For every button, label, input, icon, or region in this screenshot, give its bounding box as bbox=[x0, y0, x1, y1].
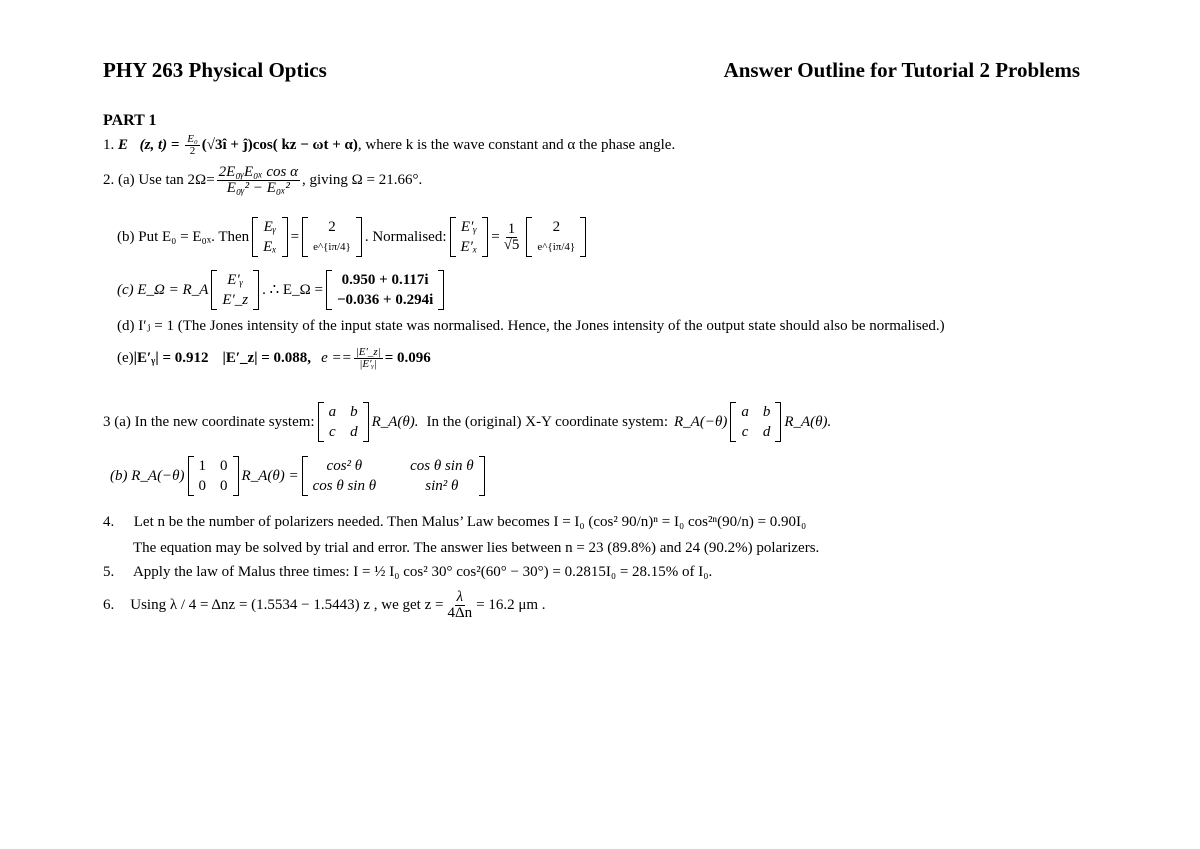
fraction-numerator: 2E₀ᵧE₀ₓ cos α bbox=[218, 163, 299, 180]
answer-2a-tail: , giving Ω = 21.66°. bbox=[302, 172, 423, 188]
answer-1-text: , where k is the wave constant and α the phase angle. bbox=[357, 136, 676, 153]
answer-3b-lead: (b) R_A(−θ) bbox=[110, 468, 185, 484]
fraction-numerator: 1 bbox=[507, 220, 516, 237]
answer-5-text: Apply the law of Malus three times: I = ½ I₀ cos² 30° cos²(60° − 30°) = 0.2815I₀ = 28.15% of I₀. bbox=[132, 564, 713, 580]
matrix-entry: d bbox=[350, 424, 358, 440]
vector-normalised-value bbox=[526, 217, 586, 257]
answer-1-number: 1. bbox=[103, 136, 115, 153]
vector-value bbox=[302, 217, 362, 257]
matrix-entry: a bbox=[741, 404, 749, 420]
answer-2e bbox=[117, 338, 431, 378]
vector-e-prime bbox=[450, 217, 489, 257]
answer-3a-post: R_A(θ). bbox=[784, 414, 832, 430]
answer-2a-fraction bbox=[217, 165, 300, 196]
vector-entry: −0.036 + 0.294i bbox=[336, 292, 434, 308]
matrix-entry: sin² θ bbox=[425, 478, 459, 494]
matrix-result bbox=[302, 456, 485, 496]
vector-e-prime bbox=[211, 270, 259, 310]
answer-2d-lead: (d) I′ⱼ = 1 bbox=[117, 318, 174, 334]
vector-entry: E′ₓ bbox=[460, 239, 478, 255]
answer-2d bbox=[117, 317, 945, 335]
answer-2a-lead: 2. (a) Use tan 2Ω= bbox=[103, 172, 215, 188]
answer-2e-ez: |E′_z| = 0.088, bbox=[222, 350, 312, 366]
answer-3a-pre: R_A(−θ) bbox=[674, 414, 728, 430]
answer-2e-ey: |E′ᵧ| = 0.912 bbox=[133, 350, 209, 366]
answer-2b-normalised: . Normalised: bbox=[364, 229, 447, 245]
matrix-entry: 1 bbox=[198, 458, 207, 474]
vector-entry: E′ᵧ bbox=[460, 219, 477, 235]
answer-1-expression: (√3î + ĵ)cos( kz − ωt + α) bbox=[201, 136, 358, 153]
fraction-denominator: 4Δn bbox=[447, 604, 473, 621]
matrix-entry: b bbox=[762, 404, 771, 420]
answer-5-number: 5. bbox=[103, 564, 115, 580]
answer-2e-result: = 0.096 bbox=[384, 350, 431, 366]
answer-6-lead: Using λ / 4 = Δnz = (1.5534 − 1.5443) z , we get z = bbox=[130, 597, 444, 613]
vector-entry: Eₓ bbox=[263, 239, 277, 255]
matrix-entry: 0 bbox=[220, 478, 228, 494]
vector-entry: e^{iπ/4} bbox=[537, 241, 576, 253]
answer-6-fraction bbox=[445, 590, 474, 621]
answer-2c-mid: . ∴ E_Ω = bbox=[262, 282, 323, 298]
matrix-entry: cos θ sin θ bbox=[410, 458, 474, 474]
document-title: Answer Outline for Tutorial 2 Problems bbox=[723, 58, 1080, 82]
matrix-entry: c bbox=[329, 424, 336, 440]
answer-3b bbox=[110, 452, 488, 500]
answer-6-number: 6. bbox=[103, 597, 115, 613]
answer-2e-e: e == bbox=[321, 350, 352, 366]
answer-1-fraction bbox=[185, 134, 200, 157]
fraction-numerator: E₀ bbox=[187, 133, 198, 145]
vector-e-omega bbox=[326, 270, 444, 310]
matrix-entry: b bbox=[350, 404, 358, 420]
part-heading: PART 1 bbox=[103, 112, 157, 129]
vector-entry: 0.950 + 0.117i bbox=[341, 272, 429, 288]
matrix-entry: c bbox=[741, 424, 749, 440]
matrix-entry: d bbox=[762, 424, 771, 440]
answer-2a bbox=[103, 160, 422, 200]
answer-2c bbox=[117, 266, 447, 314]
matrix-abcd bbox=[318, 402, 369, 442]
matrix-abcd bbox=[730, 402, 781, 442]
answer-2b: (b) Put E₀ = E₀ₓ. Then Eᵧ Eₓ = 2 e^{iπ/4} . Normalised: E′ᵧ E′ₓ = $\frac{1}{√5}$ 2 e^{iπ/4} bbox=[117, 212, 589, 262]
vector-entry: e^{iπ/4} bbox=[313, 241, 351, 253]
vector-entry: Eᵧ bbox=[263, 219, 277, 235]
matrix-entry: a bbox=[328, 404, 337, 420]
vector-entry: 2 bbox=[328, 219, 336, 235]
answer-4-text: Let n be the number of polarizers needed. Then Malus’ Law becomes I = I₀ (cos² 90/n)ⁿ = I₀ cos²ⁿ(90/n) = 0.90I₀ bbox=[133, 514, 807, 530]
answer-4-number: 4. bbox=[103, 514, 115, 530]
answer-2b-lead: (b) Put E₀ = E₀ₓ. Then bbox=[117, 229, 250, 245]
fraction-numerator: |E′_z| bbox=[355, 345, 381, 358]
vector-entry: E′ᵧ bbox=[227, 272, 244, 288]
fraction-denominator: E₀ᵧ² − E₀ₓ² bbox=[226, 179, 290, 196]
answer-3a-rotation: R_A(θ). bbox=[371, 414, 419, 430]
answer-6 bbox=[103, 585, 546, 625]
answer-2e-lead: (e) bbox=[117, 350, 134, 366]
matrix-projection bbox=[188, 456, 239, 496]
answer-2c-lead: (c) E_Ω = R_A bbox=[117, 282, 209, 298]
vector-e bbox=[252, 217, 287, 257]
answer-2e-fraction bbox=[354, 347, 383, 370]
answer-4 bbox=[103, 513, 806, 531]
matrix-entry: 0 bbox=[220, 458, 228, 474]
answer-6-tail: = 16.2 μm . bbox=[476, 597, 546, 613]
matrix-entry: cos θ sin θ bbox=[312, 478, 377, 494]
answer-1-lhs: E⃗(z, t) = bbox=[118, 136, 184, 153]
matrix-entry: 0 bbox=[198, 478, 207, 494]
fraction-denominator: √5 bbox=[503, 236, 520, 253]
answer-3a bbox=[103, 398, 831, 446]
fraction-numerator: λ bbox=[456, 588, 464, 605]
answer-1 bbox=[103, 134, 675, 157]
fraction-denominator: |E′ᵧ| bbox=[359, 357, 378, 370]
answer-3a-mid: In the (original) X-Y coordinate system: bbox=[426, 414, 669, 430]
answer-4-continued: The equation may be solved by trial and error. The answer lies between n = 23 (89.8%) and 24 (90.2%) polarizers. bbox=[133, 540, 820, 556]
matrix-entry: cos² θ bbox=[326, 458, 363, 474]
vector-entry: 2 bbox=[552, 219, 561, 235]
answer-3a-lead: 3 (a) In the new coordinate system: bbox=[103, 414, 315, 430]
course-title: PHY 263 Physical Optics bbox=[103, 58, 327, 82]
answer-3b-mid: R_A(θ) = bbox=[241, 468, 299, 484]
answer-5 bbox=[103, 563, 712, 581]
fraction-denominator: 2 bbox=[189, 145, 196, 157]
answer-2d-text: (The Jones intensity of the input state was normalised. Hence, the Jones intensity of the output state should also be normalised.) bbox=[177, 318, 945, 334]
normalisation-fraction bbox=[502, 222, 522, 253]
vector-entry: E′_z bbox=[222, 292, 249, 308]
